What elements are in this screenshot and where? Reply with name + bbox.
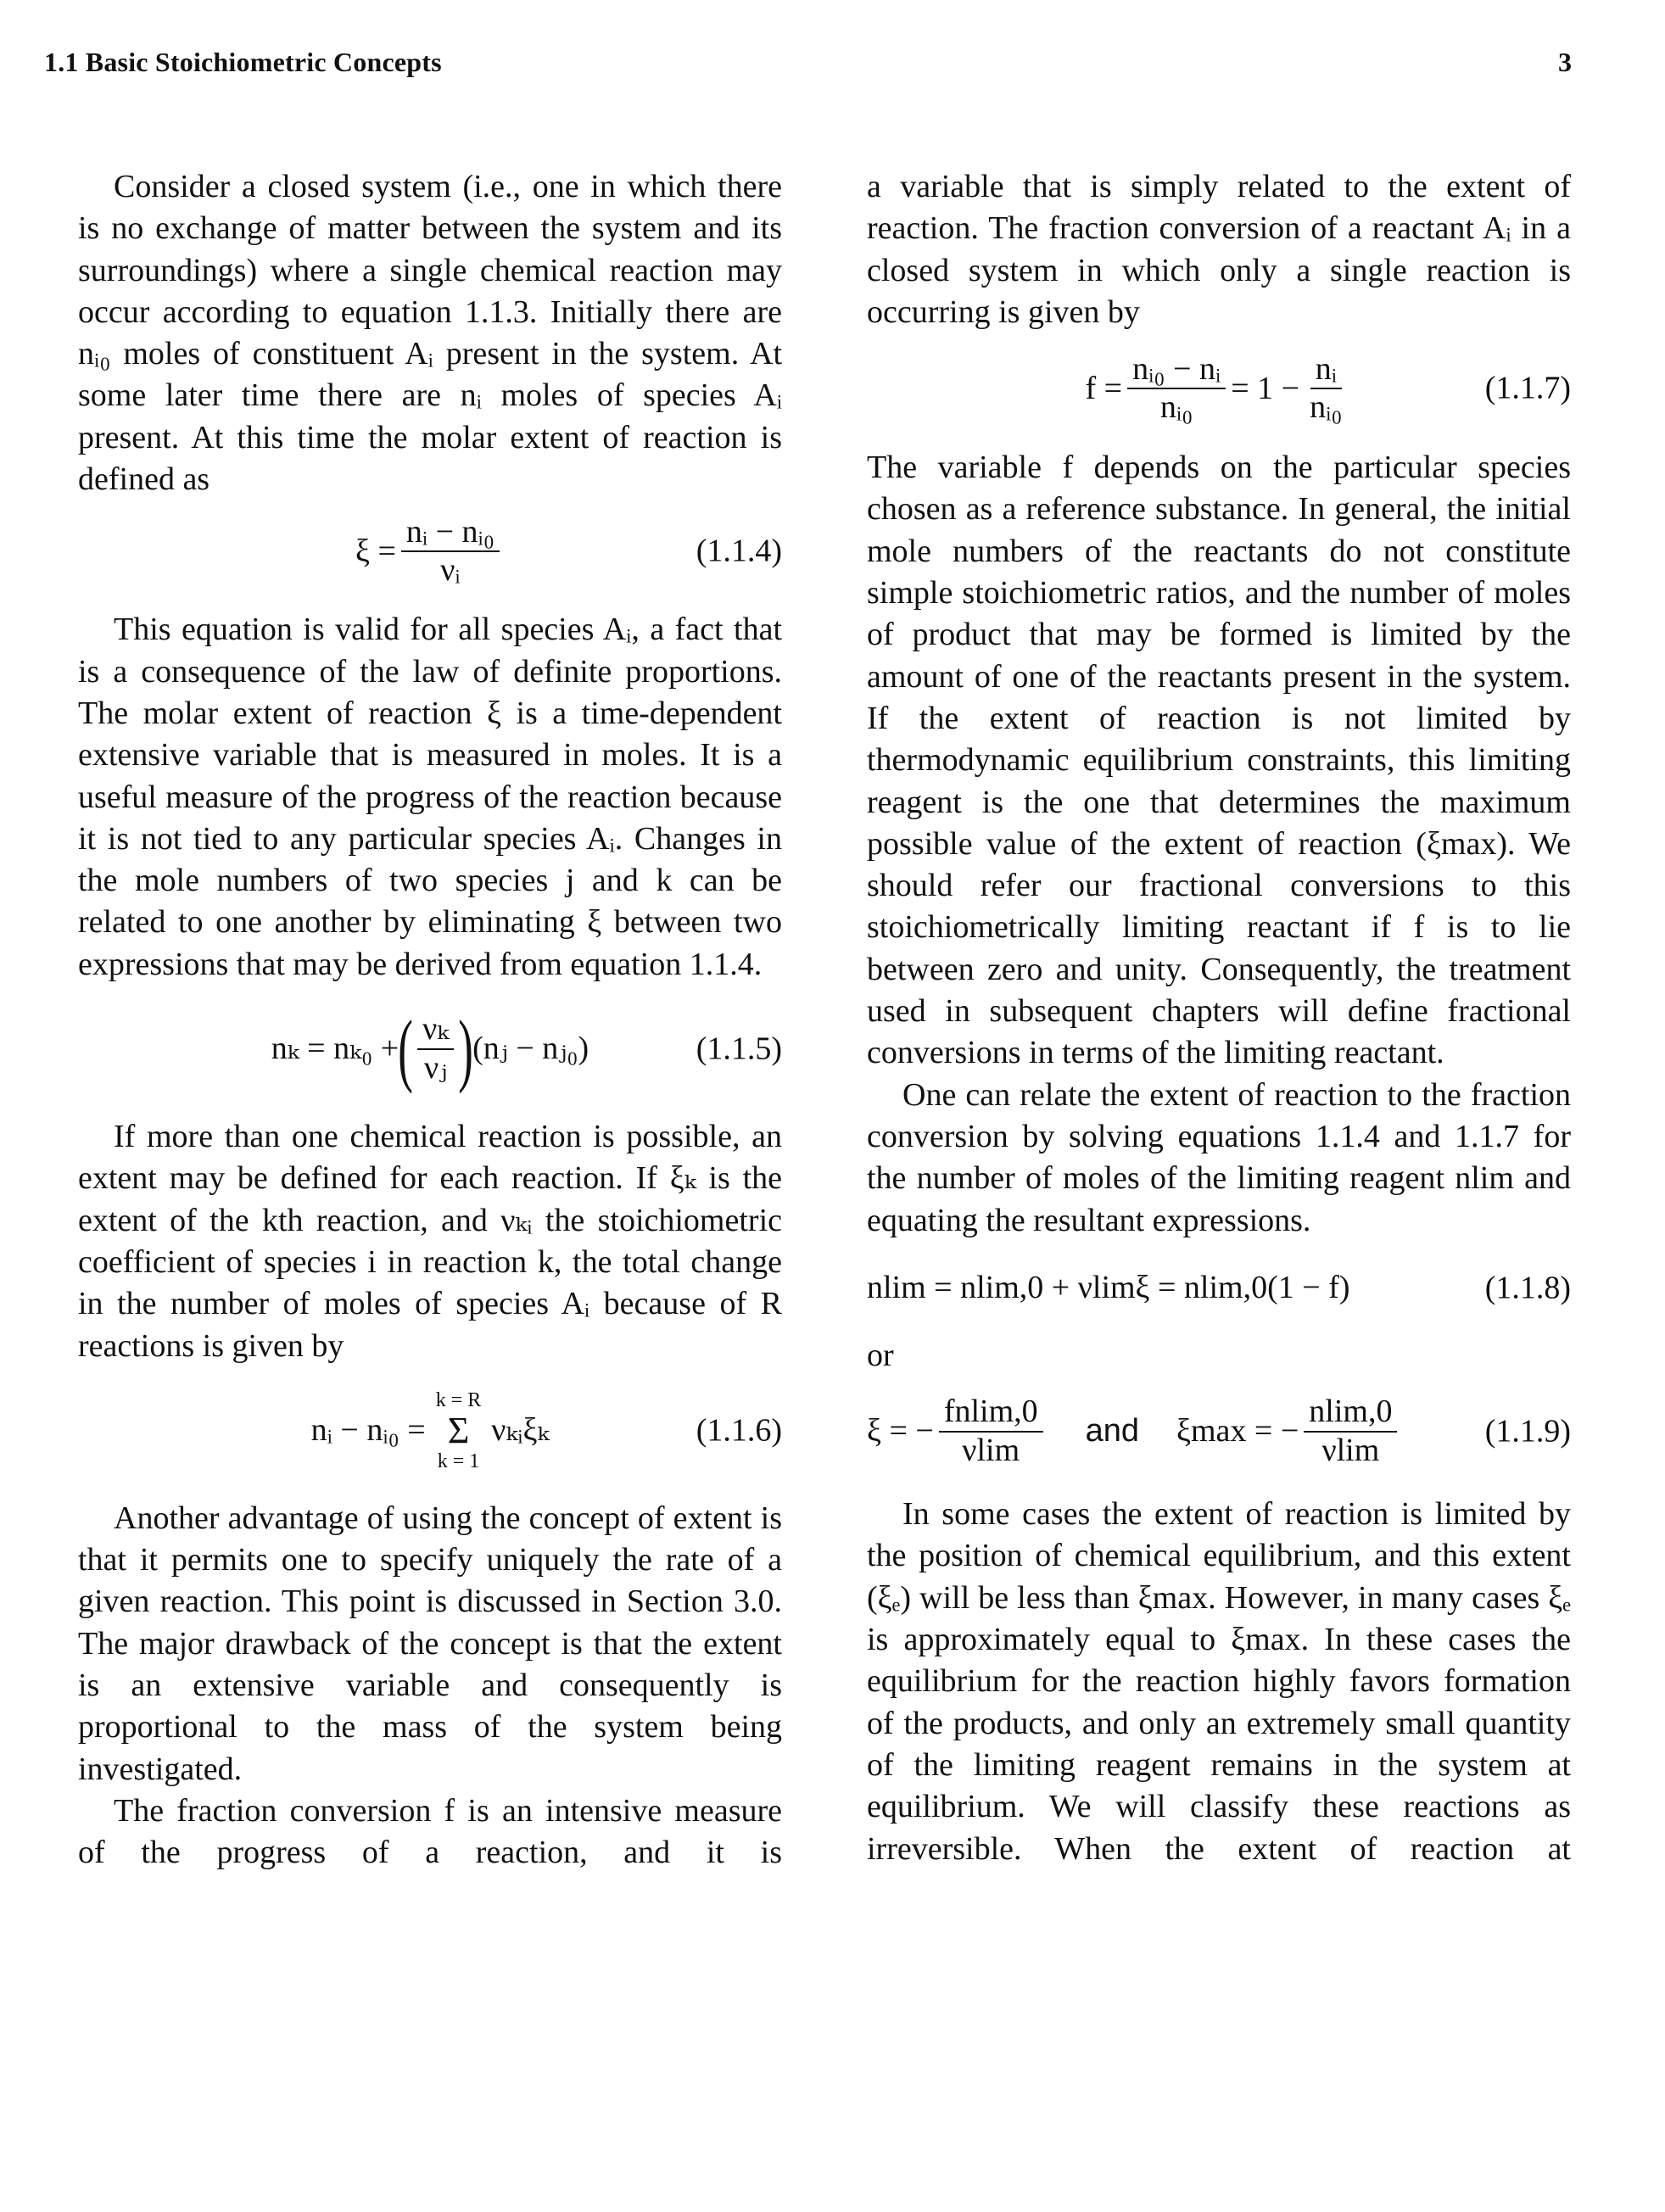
eq7-denominator-1: nᵢ₀ — [1159, 389, 1193, 426]
eq9-numerator-1: fnlim,0 — [939, 1394, 1043, 1433]
sum-upper-limit: k = R — [435, 1388, 482, 1411]
running-header: 1.1 Basic Stoichiometric Concepts — [44, 47, 442, 77]
eq7-fraction-1 — [1127, 351, 1226, 427]
eq7-mid: = 1 − — [1231, 370, 1300, 406]
eq9-and: and — [1085, 1413, 1140, 1450]
eq5-label: (1.1.5) — [696, 1031, 782, 1067]
paragraph-variable-f: The variable f depends on the particular species chosen as a reference substance. In general, the initial mole numbers of the reactants do not constitute simple stoichiometric ratios, and the number of moles of product that may be formed is limited by the amount of one of the reactants present in the system. If the extent of reaction is not limited by thermodynamic equilibrium constraints, this limiting reagent is the one that determines the maximum possible value of the extent of reaction (ξmax). We should refer our fractional conversions to this stoichiometrically limiting reactant if f is to lie between zero and unity. Consequently, the treatment used in subsequent chapters will define fractional conversions in terms of the limiting reactant. — [867, 450, 1571, 1071]
eq9-fraction-2 — [1304, 1394, 1397, 1469]
equation-1-1-8 — [867, 1242, 1571, 1335]
eq5-lhs: nₖ = nₖ₀ + — [271, 1031, 399, 1067]
eq8-expression: nlim = nlim,0 + νlimξ = nlim,0(1 − f) — [867, 1270, 1350, 1306]
or-text: or — [867, 1337, 894, 1373]
left-column — [78, 166, 782, 1874]
eq7-fraction-2 — [1305, 351, 1347, 427]
equation-1-1-4 — [78, 500, 782, 602]
equation-1-1-6 — [78, 1367, 782, 1494]
sum-lower-limit: k = 1 — [437, 1450, 480, 1472]
eq9-mid: ξmax = − — [1176, 1413, 1299, 1450]
paragraph-variable-related: a variable that is simply related to the extent of reaction. The fraction conversion of a reactant Aᵢ in a closed system in which only a single reaction is occurring is given by — [867, 169, 1571, 330]
eq4-lhs: ξ = — [355, 533, 396, 569]
eq6-lhs: nᵢ − nᵢ₀ = — [310, 1412, 426, 1449]
eq5-numerator: νₖ — [417, 1011, 454, 1050]
eq9-lhs: ξ = − — [867, 1413, 934, 1450]
eq5-denominator: νⱼ — [424, 1050, 448, 1086]
eq4-fraction — [401, 514, 500, 589]
summation — [436, 1388, 482, 1473]
eq7-denominator-2: nᵢ₀ — [1310, 389, 1343, 426]
eq4-numerator: nᵢ − nᵢ₀ — [401, 514, 500, 553]
paragraph-extent-validity: This equation is valid for all species Aᵢ, a fact that is a consequence of the law of definite proportions. The molar extent of reaction ξ is a time-dependent extensive variable that is measured in moles. It is a useful measure of the progress of the reaction because it is not tied to any particular species Aᵢ. Changes in the mole numbers of two species j and k can be related to one another by eliminating ξ between two expressions that may be derived from equation 1.1.4. — [78, 612, 782, 982]
eq5-fraction — [417, 1011, 454, 1086]
equation-1-1-9 — [867, 1377, 1571, 1487]
paragraph-closed-system: Consider a closed system (i.e., one in which there is no exchange of matter between the system and its surroundings) where a single chemical reaction may occur according to equation 1.1.3. Initially there are nᵢ₀ moles of constituent Aᵢ present in the system. At some later time there are nᵢ moles of species Aᵢ present. At this time the molar extent of reaction is defined as — [78, 169, 782, 498]
right-paren: ) — [458, 1003, 473, 1095]
equation-1-1-7 — [867, 333, 1571, 444]
eq9-fraction-1 — [939, 1394, 1043, 1469]
eq9-label: (1.1.9) — [1484, 1413, 1571, 1450]
eq9-numerator-2: nlim,0 — [1304, 1394, 1397, 1433]
sigma-symbol: Σ — [447, 1409, 470, 1451]
paragraph-fraction-conversion: The fraction conversion f is an intensive measure of the progress of a reaction, and it is — [78, 1792, 782, 1871]
eq7-lhs: f = — [1085, 370, 1123, 406]
paragraph-advantage: Another advantage of using the concept of extent is that it permits one to specify uniquely the rate of a given reaction. This point is discussed in Section 3.0. The major drawback of the concept is that the extent is an extensive variable and consequently is proportional to the mass of the system being investigated. — [78, 1500, 782, 1787]
eq8-label: (1.1.8) — [1484, 1270, 1571, 1306]
eq7-label: (1.1.7) — [1484, 370, 1571, 406]
eq7-numerator-2: nᵢ — [1310, 351, 1342, 390]
eq6-label: (1.1.6) — [696, 1412, 782, 1449]
eq4-denominator: νᵢ — [440, 552, 461, 589]
eq6-rhs: νₖᵢξₖ — [491, 1412, 550, 1449]
eq9-denominator-1: νlim — [962, 1433, 1020, 1469]
eq4-label: (1.1.4) — [696, 533, 782, 569]
left-paren: ( — [398, 1003, 413, 1095]
eq7-numerator-1: nᵢ₀ − nᵢ — [1127, 351, 1226, 390]
eq5-rhs: (nⱼ − nⱼ₀) — [472, 1031, 589, 1067]
eq9-denominator-2: νlim — [1321, 1433, 1380, 1469]
paragraph-multiple-reactions: If more than one chemical reaction is possible, an extent may be defined for each reaction. If ξₖ is the extent of the kth reaction, and νₖᵢ the stoichiometric coefficient of species i in reaction k, the total change in the number of moles of species Aᵢ because of R reactions is given by — [78, 1119, 782, 1364]
equation-1-1-5 — [78, 986, 782, 1113]
paragraph-relate-extent: One can relate the extent of reaction to the fraction conversion by solving equations 1.1.4 and 1.1.7 for the number of moles of the limiting reagent nlim and equating the resultant expressions. — [867, 1076, 1571, 1238]
paragraph-equilibrium-limit: In some cases the extent of reaction is limited by the position of chemical equilibrium, and this extent (ξₑ) will be less than ξmax. However, in many cases ξₑ is approximately equal to ξmax. In these cases the equilibrium for the reaction highly favors formation of the products, and only an extremely small quantity of the limiting reagent remains in the system at equilibrium. We will classify these reactions as irreversible. When the extent of reaction at — [867, 1496, 1571, 1867]
page-number: 3 — [1558, 47, 1572, 77]
right-column — [867, 166, 1571, 1870]
